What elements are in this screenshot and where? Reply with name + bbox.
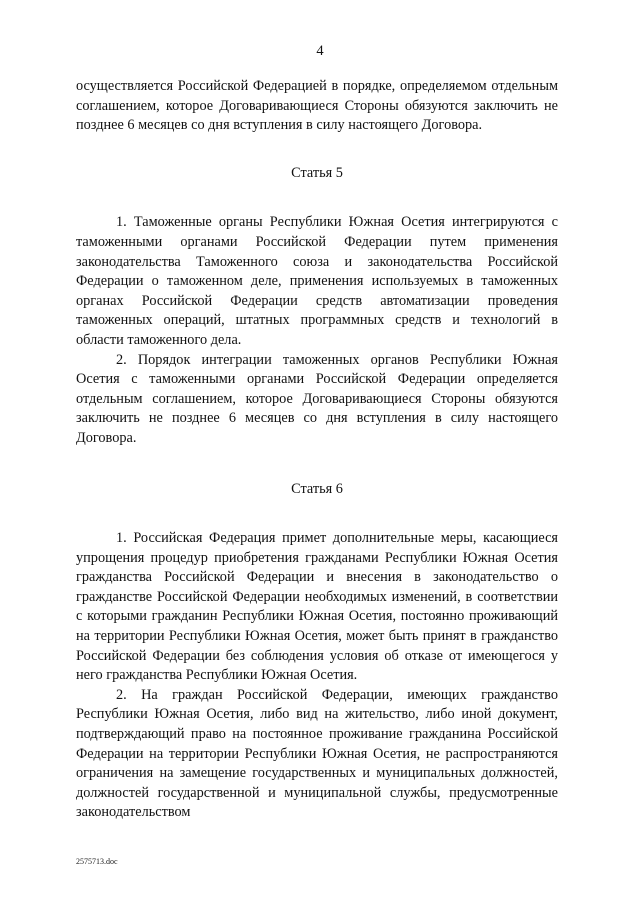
page-number: 4	[316, 43, 324, 59]
document-body	[76, 77, 558, 823]
article-5-heading: Статья 5	[291, 164, 343, 181]
article-5-paragraph-2: 2. Порядок интеграции таможенных органов Республики Южная Осетия с таможенными органами Российской Федерации определяется отдельным соглашением, которое Договаривающиеся Стороны обязуются заключить не позднее 6 месяцев со дня вступления в силу настоящего Договора.	[76, 351, 558, 446]
article-6-paragraph-1: 1. Российская Федерация примет дополнительные меры, касающиеся упрощения процедур приобретения гражданами Республики Южная Осетия гражданства Российской Федерации и внесения в законодательство о гражданстве Российской Федерации необходимых изменений, в соответствии с которыми гражданин Республики Южная Осетия, постоянно проживающий на территории Республики Южная Осетия, может быть принят в гражданство Российской Федерации без соблюдения условия об отказе от имеющегося у него гражданства Республики Южная Осетия.	[76, 530, 558, 684]
article-6-heading: Статья 6	[291, 480, 343, 497]
article-6-paragraph-2: 2. На граждан Российской Федерации, имеющих гражданство Республики Южная Осетия, либо вид на жительство, либо иной документ, подтверждающий право на постоянное проживание гражданина Российской Федерации на территории Республики Южная Осетия, не распространяются ограничения на замещение государственных и муниципальных должностей, должностей государственной и муниципальной службы, предусмотренные законодательством	[76, 686, 558, 821]
paragraph-continuation: осуществляется Российской Федерацией в порядке, определяемом отдельным соглашением, которое Договаривающиеся Стороны обязуются заключить не позднее 6 месяцев со дня вступления в силу настоящего Договора.	[76, 78, 558, 134]
article-5-paragraph-1: 1. Таможенные органы Республики Южная Осетия интегрируются с таможенными органами Российской Федерации путем применения законодательства Таможенного союза и законодательства Российской Федерации о таможенном деле, применения используемых в таможенных органах Российской Федерации средств автоматизации проведения таможенных операций, штатных программных средств и технологий в области таможенного дела.	[76, 214, 558, 348]
document-filename-footer: 2575713.doc	[76, 857, 118, 866]
